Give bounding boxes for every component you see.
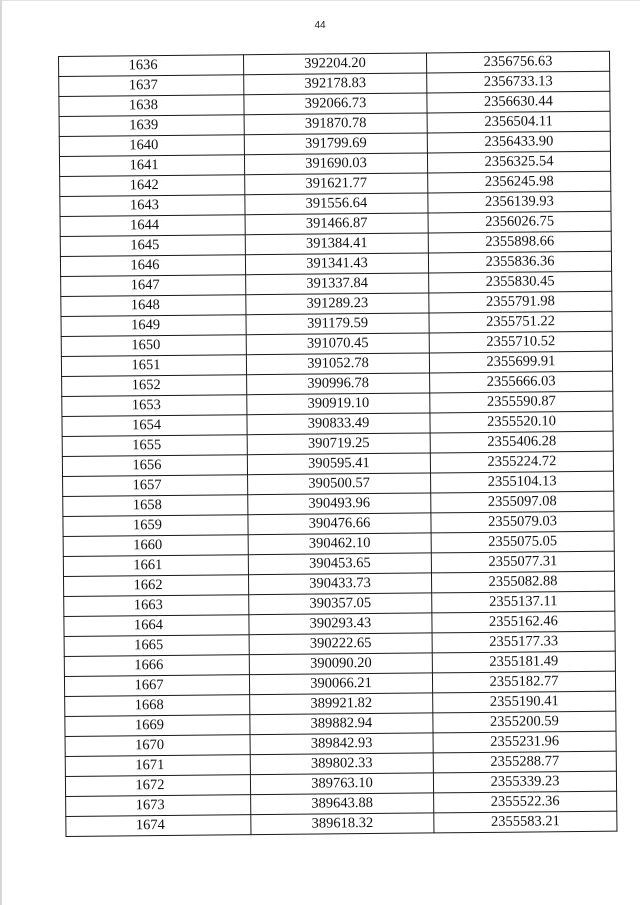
x-coordinate-cell: 390090.20: [249, 653, 432, 675]
x-coordinate-cell: 391556.64: [245, 193, 428, 215]
y-coordinate-cell: 2355104.13: [431, 471, 614, 493]
x-coordinate-cell: 391337.84: [246, 273, 429, 295]
x-coordinate-cell: 390433.73: [248, 573, 431, 595]
point-number-cell: 1650: [61, 335, 246, 357]
point-number-cell: 1640: [59, 135, 244, 157]
y-coordinate-cell: 2355079.03: [431, 511, 614, 533]
y-coordinate-cell: 2355830.45: [429, 271, 612, 293]
point-number-cell: 1657: [63, 475, 248, 497]
y-coordinate-cell: 2355075.05: [431, 531, 614, 553]
x-coordinate-cell: 390476.66: [248, 513, 431, 535]
x-coordinate-cell: 390919.10: [247, 393, 430, 415]
point-number-cell: 1641: [59, 155, 244, 177]
point-number-cell: 1669: [65, 715, 250, 737]
point-number-cell: 1656: [62, 455, 247, 477]
point-number-cell: 1652: [62, 375, 247, 397]
x-coordinate-cell: 390066.21: [249, 673, 432, 695]
x-coordinate-cell: 389618.32: [251, 813, 434, 835]
x-coordinate-cell: 392066.73: [244, 93, 427, 115]
y-coordinate-cell: 2355177.33: [432, 631, 615, 653]
y-coordinate-cell: 2355699.91: [429, 351, 612, 373]
point-number-cell: 1642: [60, 175, 245, 197]
y-coordinate-cell: 2355224.72: [430, 451, 613, 473]
point-number-cell: 1646: [60, 255, 245, 277]
y-coordinate-cell: 2356756.63: [426, 51, 609, 73]
y-coordinate-cell: 2355520.10: [430, 411, 613, 433]
x-coordinate-cell: 389643.88: [251, 793, 434, 815]
y-coordinate-cell: 2355181.49: [432, 651, 615, 673]
y-coordinate-cell: 2355182.77: [432, 671, 615, 693]
point-number-cell: 1666: [64, 655, 249, 677]
y-coordinate-cell: 2355898.66: [428, 231, 611, 253]
y-coordinate-cell: 2356139.93: [428, 191, 611, 213]
y-coordinate-cell: 2356630.44: [427, 91, 610, 113]
point-number-cell: 1667: [64, 675, 249, 697]
y-coordinate-cell: 2355751.22: [429, 311, 612, 333]
y-coordinate-cell: 2355190.41: [433, 691, 616, 713]
point-number-cell: 1661: [63, 555, 248, 577]
y-coordinate-cell: 2355231.96: [433, 731, 616, 753]
point-number-cell: 1655: [62, 435, 247, 457]
x-coordinate-cell: 390222.65: [249, 633, 432, 655]
scan-edge-left: [0, 0, 2, 905]
x-coordinate-cell: 391799.69: [244, 133, 427, 155]
point-number-cell: 1670: [65, 735, 250, 757]
point-number-cell: 1664: [64, 615, 249, 637]
x-coordinate-cell: 389921.82: [250, 693, 433, 715]
y-coordinate-cell: 2356026.75: [428, 211, 611, 233]
x-coordinate-cell: 390357.05: [249, 593, 432, 615]
point-number-cell: 1674: [66, 815, 251, 837]
x-coordinate-cell: 390996.78: [247, 373, 430, 395]
point-number-cell: 1668: [65, 695, 250, 717]
point-number-cell: 1663: [64, 595, 249, 617]
y-coordinate-cell: 2355082.88: [431, 571, 614, 593]
y-coordinate-cell: 2355590.87: [430, 391, 613, 413]
y-coordinate-cell: 2355583.21: [434, 811, 617, 833]
y-coordinate-cell: 2356433.90: [427, 131, 610, 153]
y-coordinate-cell: 2355339.23: [433, 771, 616, 793]
x-coordinate-cell: 392178.83: [244, 73, 427, 95]
scan-edge-top: [0, 0, 640, 1]
x-coordinate-cell: 391384.41: [245, 233, 428, 255]
point-number-cell: 1660: [63, 535, 248, 557]
x-coordinate-cell: 391621.77: [245, 173, 428, 195]
y-coordinate-cell: 2355077.31: [431, 551, 614, 573]
y-coordinate-cell: 2356733.13: [427, 71, 610, 93]
x-coordinate-cell: 390500.57: [248, 473, 431, 495]
x-coordinate-cell: 391052.78: [246, 353, 429, 375]
x-coordinate-cell: 390293.43: [249, 613, 432, 635]
x-coordinate-cell: 391466.87: [245, 213, 428, 235]
point-number-cell: 1647: [61, 275, 246, 297]
page-number: 44: [314, 20, 326, 31]
y-coordinate-cell: 2355710.52: [429, 331, 612, 353]
point-number-cell: 1673: [66, 795, 251, 817]
x-coordinate-cell: 391870.78: [244, 113, 427, 135]
y-coordinate-cell: 2355288.77: [433, 751, 616, 773]
x-coordinate-cell: 390453.65: [248, 553, 431, 575]
x-coordinate-cell: 389802.33: [250, 753, 433, 775]
point-number-cell: 1643: [60, 195, 245, 217]
y-coordinate-cell: 2356245.98: [428, 171, 611, 193]
y-coordinate-cell: 2356504.11: [427, 111, 610, 133]
x-coordinate-cell: 391341.43: [245, 253, 428, 275]
x-coordinate-cell: 389763.10: [250, 773, 433, 795]
coordinates-table: [58, 51, 617, 837]
point-number-cell: 1644: [60, 215, 245, 237]
point-number-cell: 1665: [64, 635, 249, 657]
x-coordinate-cell: 389882.94: [250, 713, 433, 735]
y-coordinate-cell: 2355097.08: [431, 491, 614, 513]
point-number-cell: 1636: [59, 55, 244, 77]
y-coordinate-cell: 2356325.54: [427, 151, 610, 173]
y-coordinate-cell: 2355200.59: [433, 711, 616, 733]
x-coordinate-cell: 389842.93: [250, 733, 433, 755]
x-coordinate-cell: 390595.41: [247, 453, 430, 475]
point-number-cell: 1658: [63, 495, 248, 517]
x-coordinate-cell: 390719.25: [247, 433, 430, 455]
x-coordinate-cell: 390493.96: [248, 493, 431, 515]
point-number-cell: 1672: [65, 775, 250, 797]
y-coordinate-cell: 2355522.36: [434, 791, 617, 813]
point-number-cell: 1645: [60, 235, 245, 257]
coordinates-table-container: [58, 51, 597, 837]
point-number-cell: 1648: [61, 295, 246, 317]
point-number-cell: 1659: [63, 515, 248, 537]
x-coordinate-cell: 390833.49: [247, 413, 430, 435]
y-coordinate-cell: 2355666.03: [430, 371, 613, 393]
point-number-cell: 1671: [65, 755, 250, 777]
point-number-cell: 1653: [62, 395, 247, 417]
y-coordinate-cell: 2355406.28: [430, 431, 613, 453]
x-coordinate-cell: 391070.45: [246, 333, 429, 355]
x-coordinate-cell: 392204.20: [243, 53, 426, 75]
point-number-cell: 1639: [59, 115, 244, 137]
point-number-cell: 1638: [59, 95, 244, 117]
x-coordinate-cell: 391690.03: [244, 153, 427, 175]
y-coordinate-cell: 2355162.46: [432, 611, 615, 633]
point-number-cell: 1662: [63, 575, 248, 597]
y-coordinate-cell: 2355137.11: [432, 591, 615, 613]
point-number-cell: 1637: [59, 75, 244, 97]
point-number-cell: 1654: [62, 415, 247, 437]
y-coordinate-cell: 2355836.36: [428, 251, 611, 273]
x-coordinate-cell: 391289.23: [246, 293, 429, 315]
y-coordinate-cell: 2355791.98: [429, 291, 612, 313]
point-number-cell: 1649: [61, 315, 246, 337]
x-coordinate-cell: 391179.59: [246, 313, 429, 335]
point-number-cell: 1651: [61, 355, 246, 377]
coordinates-table-body: [59, 51, 617, 836]
x-coordinate-cell: 390462.10: [248, 533, 431, 555]
